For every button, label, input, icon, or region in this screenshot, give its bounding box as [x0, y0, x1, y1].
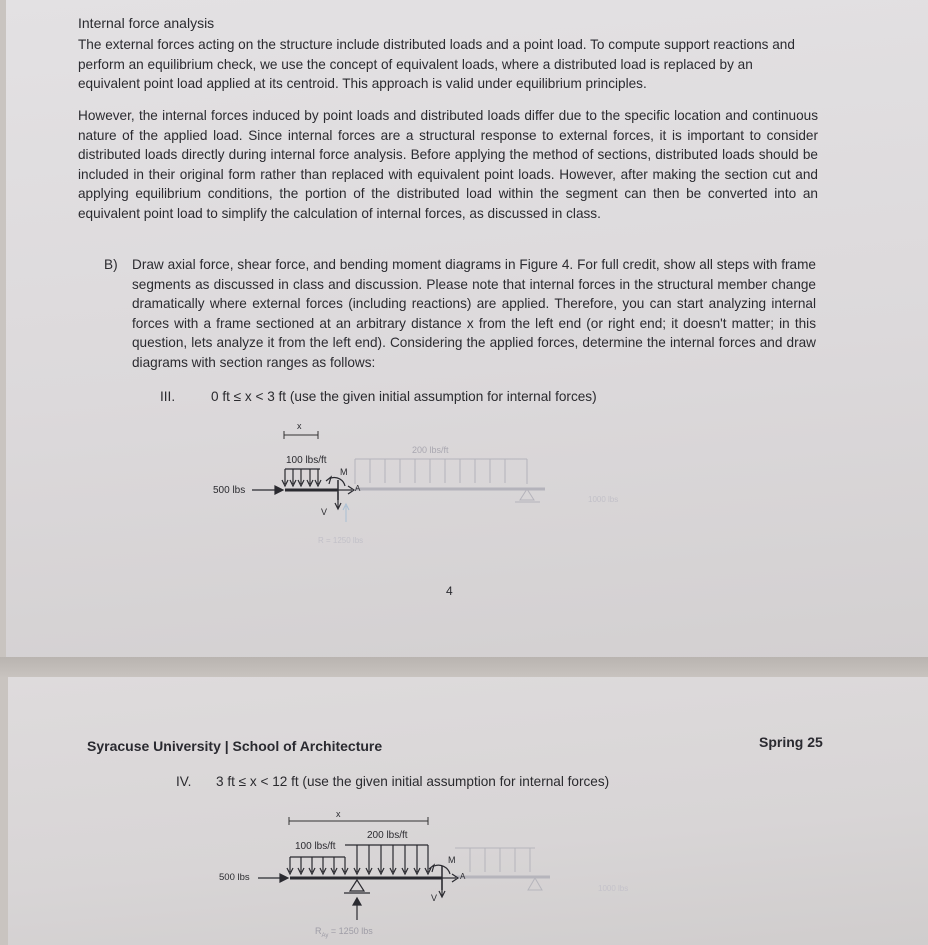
fig-iii-x-label: x — [297, 421, 302, 431]
paragraph-equivalent-loads: The external forces acting on the structure include distributed loads and a point load. To compute support reactions and perform an equilibrium check, we use the concept of equivalent loads, where a distributed load is replaced by an equivalent point load applied at its centroid. This approach is valid under equilibrium principles. — [78, 37, 795, 92]
fig-iii-right-reaction-faint: 1000 lbs — [588, 495, 619, 504]
fig-iii-reaction-faint: R = 1250 lbs — [318, 536, 364, 545]
section-iii-numeral: III. — [160, 389, 176, 404]
fig-iii-left-load-label: 100 lbs/ft — [286, 455, 327, 466]
fig-iv-axial-label: A — [460, 872, 466, 881]
part-b-label: B) — [104, 257, 118, 272]
fig-iv-reaction-value: = 1250 lbs — [330, 926, 373, 936]
fig-iv-reaction-symbol: R — [315, 926, 322, 936]
section-iv-range: 3 ft ≤ x < 12 ft (use the given initial assumption for internal forces) — [216, 774, 610, 789]
fig-iii-axial-label: A — [355, 484, 361, 493]
fig-iv-point-load-label: 500 lbs — [219, 872, 250, 883]
fig-iii-right-load-label: 200 lbs/ft — [412, 445, 449, 455]
fig-iv-left-load-label: 100 lbs/ft — [295, 841, 336, 852]
fig-iii-moment-label: M — [340, 467, 348, 477]
fig-iv-x-label: x — [336, 809, 341, 819]
fig-iv-reaction-label — [315, 926, 373, 939]
fig-iii-point-load-label: 500 lbs — [213, 485, 246, 496]
fig-iii-shear-label: V — [321, 507, 328, 517]
page-number: 4 — [446, 584, 453, 598]
fig-iv-right-load-label: 200 lbs/ft — [367, 830, 408, 841]
footer-term: Spring 25 — [759, 734, 823, 750]
paragraph-internal-forces: However, the internal forces induced by point loads and distributed loads differ due to the specific location and continuous nature of the applied load. Since internal forces are a structural response to external forces, it is important to consider distributed loads directly during internal force analysis. Before applying the method of sections, distributed loads should be included in their original form rather than replaced with equivalent point loads. However, after making the section cut and applying equilibrium conditions, the portion of the distributed load within the segment can then be converted into an equivalent point load to simplify the calculation of internal forces, as discussed in class. — [78, 108, 818, 221]
fig-iv-shear-label: V — [431, 893, 438, 903]
footer-institution: Syracuse University | School of Architecture — [87, 738, 383, 754]
fig-iv-reaction-subscript: Ay — [321, 932, 329, 939]
section-iii-range: 0 ft ≤ x < 3 ft (use the given initial assumption for internal forces) — [211, 389, 597, 404]
part-b-text: Draw axial force, shear force, and bending moment diagrams in Figure 4. For full credit, show all steps with frame segments as discussed in class and discussion. Please note that internal forces in the structural member change dramatically where external forces (including reactions) are applied. Therefore, you can start analyzing internal forces with a frame sectioned at an arbitrary distance x from the left end (or right end; it doesn't matter; in this question, lets analyze it from the left end). Considering the applied forces, determine the internal forces and draw diagrams with section ranges as follows: — [132, 257, 816, 370]
section-heading: Internal force analysis — [78, 15, 215, 31]
section-iv-numeral: IV. — [176, 774, 192, 789]
fig-iv-moment-label: M — [448, 855, 456, 865]
fig-iv-right-reaction-faint: 1000 lbs — [598, 884, 629, 893]
